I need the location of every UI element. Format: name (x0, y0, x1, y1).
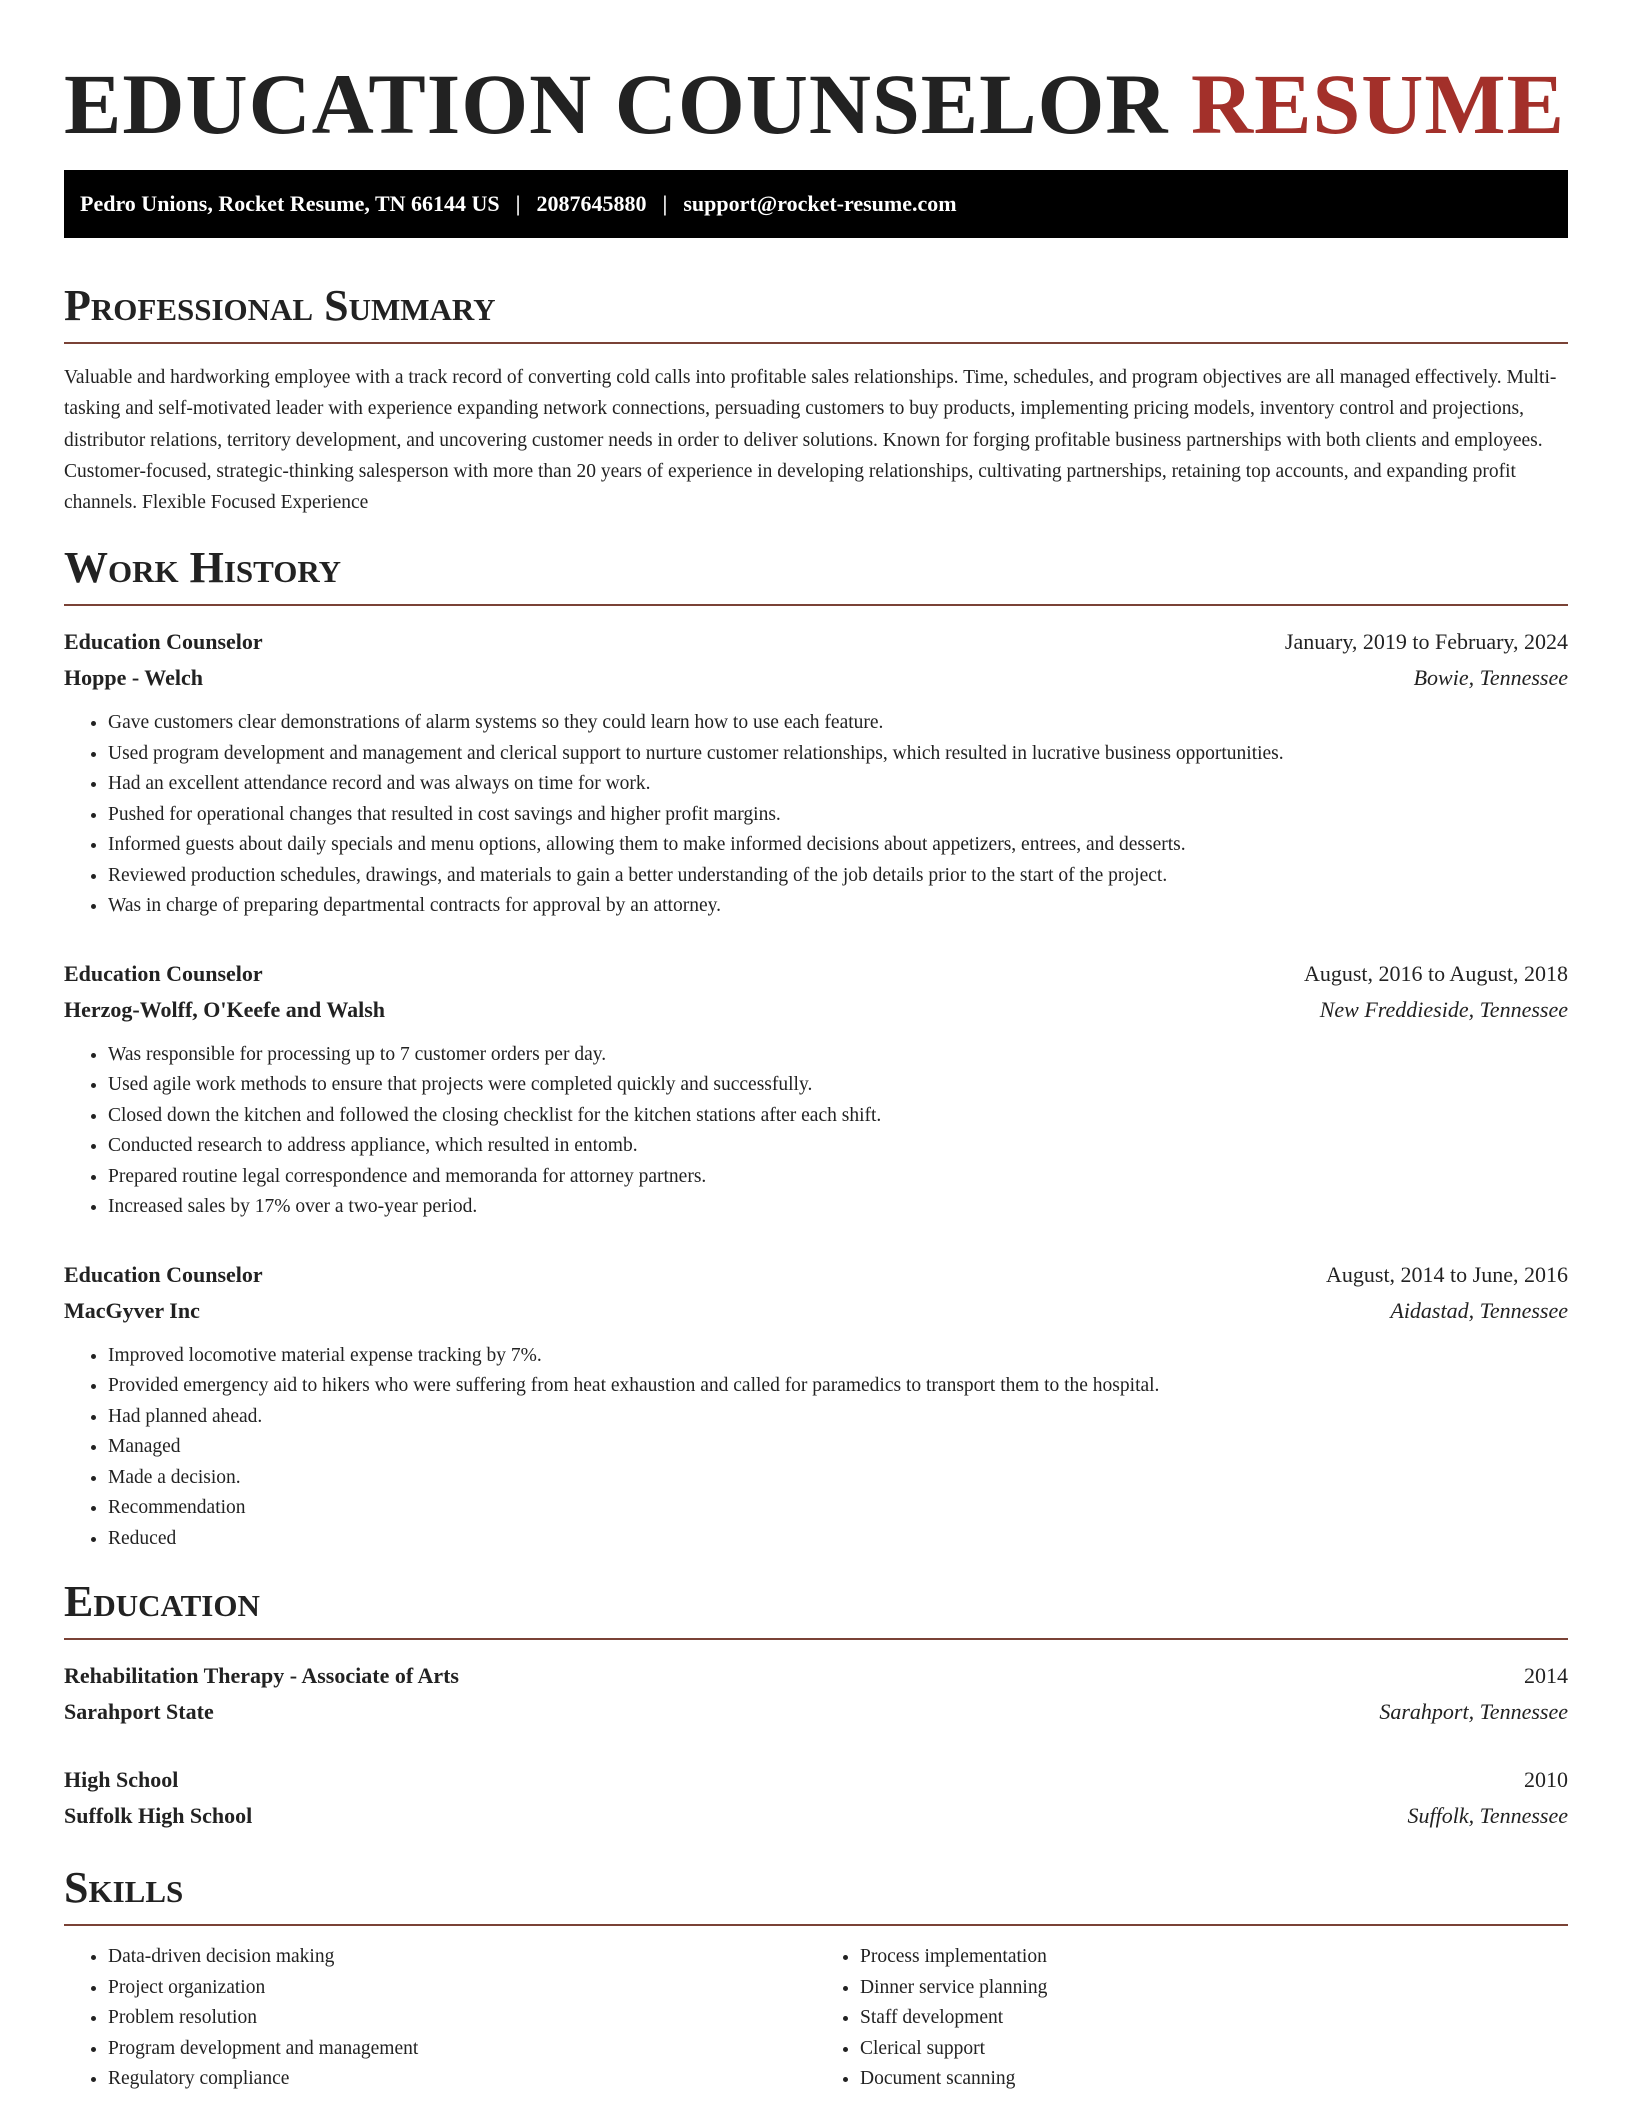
section-divider (64, 342, 1568, 344)
job-dates: August, 2014 to June, 2016 (1326, 1261, 1568, 1287)
work-history-section (64, 542, 1568, 1554)
job-company: Herzog-Wolff, O'Keefe and Walsh (64, 996, 386, 1022)
skill-item: • Regulatory compliance (108, 2064, 816, 2095)
work-history-heading: Work History (64, 543, 342, 593)
job-dates: January, 2019 to February, 2024 (1284, 629, 1568, 655)
job-bullet: • Was responsible for processing up to 7 customer orders per day. (108, 1040, 1568, 1071)
job-bullet: • Improved locomotive material expense tracking by 7%. (108, 1341, 1568, 1372)
skills-heading: Skills (64, 1863, 184, 1913)
skill-item: • Process implementation (860, 1942, 1568, 1973)
job-bullet: • Conducted research to address appliance, which resulted in entomb. (108, 1131, 1568, 1162)
job-bullet: • Closed down the kitchen and followed the closing checklist for the kitchen stations after each shift. (108, 1101, 1568, 1132)
job-entry (64, 1257, 1568, 1555)
education-school: Sarahport State (64, 1699, 214, 1725)
job-bullet: • Gave customers clear demonstrations of alarm systems so they could learn how to use each feature. (108, 708, 1568, 739)
job-entry (64, 956, 1568, 1223)
section-divider (64, 1638, 1568, 1640)
education-entry (64, 1762, 1568, 1834)
job-location: New Freddieside, Tennessee (1319, 996, 1568, 1022)
job-bullet: • Was in charge of preparing departmental contracts for approval by an attorney. (108, 891, 1568, 922)
skill-item: • Project organization (108, 1973, 816, 2004)
education-degree: Rehabilitation Therapy - Associate of Arts (64, 1663, 459, 1689)
skill-item: • Problem resolution (108, 2003, 816, 2034)
skill-item: • Data-driven decision making (108, 1942, 816, 1973)
job-bullets (64, 1341, 1568, 1555)
skill-item: • Document scanning (860, 2064, 1568, 2095)
skills-section (64, 1862, 1568, 2095)
job-location: Bowie, Tennessee (1413, 665, 1568, 691)
job-bullet: • Reviewed production schedules, drawings, and materials to gain a better understanding of the job details prior to the start of the project. (108, 861, 1568, 892)
job-bullet: • Managed (108, 1432, 1568, 1463)
job-title: Education Counselor (64, 960, 263, 986)
contact-bar (64, 170, 1568, 238)
summary-section (64, 280, 1568, 518)
job-bullet: • Made a decision. (108, 1463, 1568, 1494)
job-bullets (64, 1040, 1568, 1223)
education-location: Suffolk, Tennessee (1407, 1803, 1568, 1829)
job-location: Aidastad, Tennessee (1390, 1297, 1568, 1323)
job-bullet: • Reduced (108, 1524, 1568, 1555)
job-bullet: • Used agile work methods to ensure that projects were completed quickly and successfully. (108, 1070, 1568, 1101)
education-year: 2010 (1524, 1767, 1568, 1793)
job-bullet: • Had planned ahead. (108, 1402, 1568, 1433)
job-bullet: • Pushed for operational changes that resulted in cost savings and higher profit margins. (108, 800, 1568, 831)
job-bullet: • Had an excellent attendance record and was always on time for work. (108, 769, 1568, 800)
education-school: Suffolk High School (64, 1803, 253, 1829)
job-bullet: • Provided emergency aid to hikers who were suffering from heat exhaustion and called for paramedics to transport them to the hospital. (108, 1371, 1568, 1402)
contact-email: support@rocket-resume.com (683, 191, 957, 216)
skill-item: • Staff development (860, 2003, 1568, 2034)
skills-list-right (816, 1942, 1568, 2095)
title-main: EDUCATION COUNSELOR (64, 56, 1169, 152)
education-year: 2014 (1524, 1663, 1568, 1689)
contact-address: Pedro Unions, Rocket Resume, TN 66144 US (80, 191, 500, 216)
contact-separator: | (662, 191, 668, 216)
education-entry (64, 1658, 1568, 1730)
title-accent: RESUME (1191, 56, 1565, 152)
contact-separator: | (515, 191, 521, 216)
job-dates: August, 2016 to August, 2018 (1303, 960, 1568, 986)
skills-columns (64, 1942, 1568, 2095)
job-bullet: • Recommendation (108, 1493, 1568, 1524)
contact-phone: 2087645880 (536, 191, 647, 216)
job-entry (64, 624, 1568, 922)
job-bullet: • Informed guests about daily specials and menu options, allowing them to make informed decisions about appetizers, entrees, and desserts. (108, 830, 1568, 861)
skill-item: • Clerical support (860, 2034, 1568, 2065)
job-bullet: • Prepared routine legal correspondence and memoranda for attorney partners. (108, 1162, 1568, 1193)
skill-item: • Dinner service planning (860, 1973, 1568, 2004)
education-location: Sarahport, Tennessee (1379, 1699, 1568, 1725)
education-degree: High School (64, 1767, 179, 1793)
job-title: Education Counselor (64, 1261, 263, 1287)
job-company: Hoppe - Welch (64, 665, 203, 691)
summary-text: Valuable and hardworking employee with a track record of converting cold calls into profitable sales relationships. Time, schedules, and program objectives are all managed effectively. Multi-tasking and self-motivated leader with experience expanding network connections, persuading customers to buy products, implementing pricing models, inventory control and projections, distributor relations, territory development, and uncovering customer needs in order to deliver solutions. Known for forging profitable business partnerships with both clients and employees. Customer-focused, strategic-thinking salesperson with more than 20 years of experience in developing relationships, cultivating partnerships, retaining top accounts, and expanding profit channels. Flexible Focused Experience (64, 367, 1557, 514)
job-bullets (64, 708, 1568, 922)
section-divider (64, 604, 1568, 606)
job-title: Education Counselor (64, 629, 263, 655)
skill-item: • Program development and management (108, 2034, 816, 2065)
summary-heading: Professional Summary (64, 281, 496, 330)
education-section (64, 1576, 1568, 1834)
education-heading: Education (64, 1577, 260, 1627)
section-divider (64, 1924, 1568, 1926)
resume-title (64, 0, 1568, 176)
job-bullet: • Increased sales by 17% over a two-year period. (108, 1192, 1568, 1223)
job-company: MacGyver Inc (64, 1297, 200, 1323)
job-bullet: • Used program development and management and clerical support to nurture customer relationships, which resulted in lucrative business opportunities. (108, 739, 1568, 770)
skills-list-left (64, 1942, 816, 2095)
